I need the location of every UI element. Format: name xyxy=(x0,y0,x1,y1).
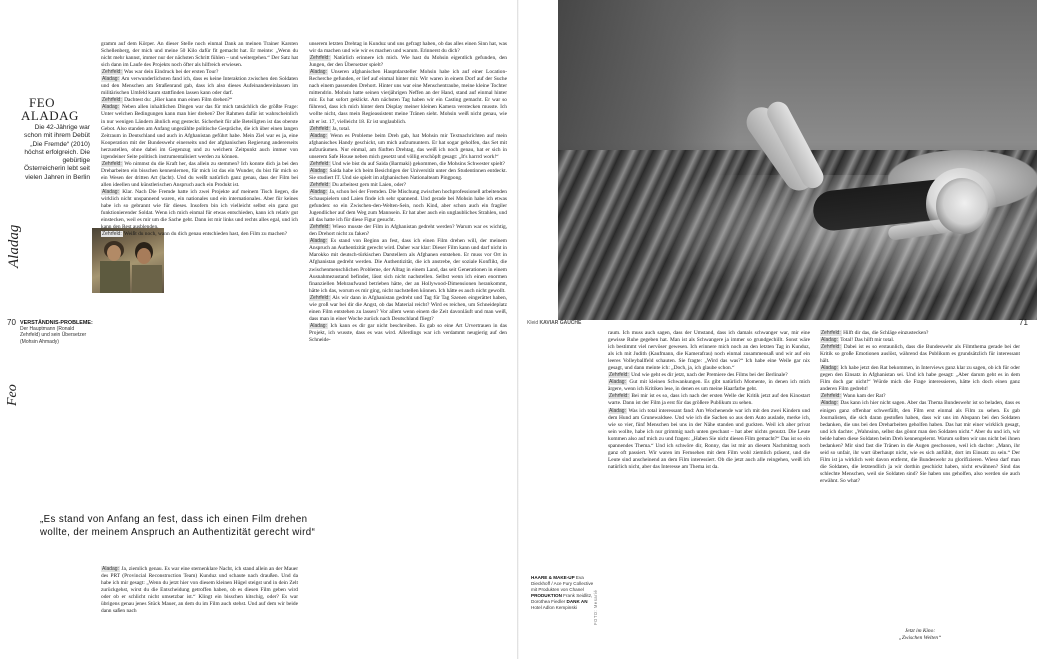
film-caption-title: VERSTÄNDNIS-PROBLEME: xyxy=(20,320,93,326)
paragraph-text: Weißt du noch, wann du dich genau entschieden hast, den Film zu machen? xyxy=(122,231,288,238)
paragraph-text: Es stand von Beginn an fest, dass ich einen Film drehen will, der meinem Anspruch an Authentizität gerecht wird. Daher war klar: Dieser Film kann und darf nicht in Marokko mit deutsch-türkischen Darstellern als Afghanen entstehen. Er muss vor Ort in Afghanistan gedreht werden. Die Authentizität, die ich anstrebe, der soziale Konflikt, die zwischenmenschlichen Probleme, der Alltag in einem Land, das seit Generationen in einem Ausnahmezustand befindet, lässt sich nicht nachstellen. Selbst wenn ich einen enormen finanziellen Mehraufwand betrieben hätte, der an Hollywood-Dimensionen herankommt, hätte ich das, worum es mir ging, nicht nachstellen können. Ich hätte es auch nicht gewollt. xyxy=(309,238,507,294)
name-first: FEO xyxy=(29,95,56,110)
paragraph xyxy=(608,330,810,372)
paragraph-text: Wieso musste der Film in Afghanistan gedreht werden? Warum war es wichtig, den Drehort nicht zu faken? xyxy=(309,224,507,238)
closing-note xyxy=(820,628,1020,648)
paragraph-text: Hilft dir das, die Schläge einzustecken? xyxy=(841,330,929,336)
paragraph xyxy=(820,365,1020,393)
paragraph-text: Natürlich erinnere ich mich. Wie hast du Mohsin eigentlich gefunden, den Jungen, der den Übersetzer spielt? xyxy=(309,55,507,69)
paragraph xyxy=(309,295,507,323)
side-label: Feo xyxy=(5,384,20,406)
page-number-left: 70 xyxy=(7,318,16,327)
paragraph xyxy=(309,189,507,224)
paragraph xyxy=(101,231,298,238)
paragraph-text: Unseren afghanischen Hauptdarsteller Mohsin habe ich auf einer Location-Recherche gefunden, er lief auf einmal hinter mir. Wir waren in einem Dorf auf der Suche nach einem passenden Drehort. Hinter uns war eine Menschentraube, meine kleine Tochter mittendrin. Mohsin hatte seinen vierjährigen Neffen an der Hand, stand auf einmal hinter mir. Es hat sofort geklickt. Am nächsten Tag haben wir ein Casting gemacht. Er war so führend, dass ich mich hinter dem Display meiner kleinen Kamera verstecken musste. Ich wollte nicht, dass mein Regieassistent meine Tränen sieht. Mohsin weiß nicht genau, wie alt er ist. 17, vielleicht 18. Er ist unglaublich. xyxy=(309,69,507,125)
column-1-bottom xyxy=(101,566,298,654)
portrait-photo xyxy=(558,0,1037,320)
bio-text: Die 42-Jährige war schon mit ihrem Debüt „Die Fremde“ (2010) höchst erfolgreich. Die gebürtige Österreicherin lebt seit vielen Jahren in Berlin xyxy=(24,124,90,181)
paragraph-text: Was war dein Eindruck bei der ersten Tour? xyxy=(122,69,219,76)
speaker-label: Zehrfeld: xyxy=(310,181,330,188)
speaker-label: Zehrfeld: xyxy=(102,69,122,76)
credits-box xyxy=(531,575,599,611)
speaker-label: Zehrfeld: xyxy=(821,393,841,400)
paragraph-text: Was ich total interessant fand: Am Wochenende war ich mit den zwei Kindern und dem Hund am Grunewaldsee. Und wie ich die Sachen so aus dem Auto auslade, merke ich, wie so vier, fünf Menschen bei uns in der Nähe standen und guckten. Weil ich aber privat sein wollte, habe ich nur grimmig nach unten geschaut – hat aber nichts genutzt. Die Leute kommen also auf mich zu und fragen: „Haben Sie nicht diesen Film gemacht?“ Das ist so ein spannendes Thema.“ Und ich schwöre dir, Ronny, das ist mir an diesem Nachmittag noch ganz oft passiert. Wir waren im Fernsehen mit dem Film wohl ziemlich präsent, und die Leute sind anscheinend an dem Film interessiert. Ob die jetzt auch alle reingehen, weiß ich natürlich nicht, aber das Interesse am Thema ist da. xyxy=(608,407,810,470)
paragraph xyxy=(101,566,298,615)
paragraph xyxy=(820,337,1020,344)
paragraph-text: Wenn es Probleme beim Dreh gab, hat Mohsin mir Textnachrichten auf mein afghanisches Handy geschickt, um mich aufzumuntern. Er hat sogar geholfen, das Set mit aufzuräumen. Nur einmal, am fünften Drehtag, das weiß ich noch genau, hat er sich in unserem Safe House neben mich gesetzt und völlig erschöpft gesagt: „It's harrrd work!“ xyxy=(309,132,507,160)
photo-credit-brand: KAVIAR GAUCHE xyxy=(539,320,582,326)
speaker-label: Zehrfeld: xyxy=(310,224,330,231)
paragraph xyxy=(820,330,1020,337)
paragraph xyxy=(101,104,298,160)
speaker-label: Aladag: xyxy=(821,337,838,344)
paragraph-text: Am verwunderlichsten fand ich, dass es keine Interaktion zwischen den Soldaten und den Menschen am Straßenrand gab, dass ich also dieses Aufeinandereinlassen im militärischen Umfeld kaum stattfinden lassen kann oder darf. xyxy=(101,76,298,97)
speaker-label: Zehrfeld: xyxy=(102,97,122,104)
paragraph xyxy=(309,168,507,182)
paragraph xyxy=(309,323,507,344)
paragraph xyxy=(608,393,810,407)
speaker-label: Aladag: xyxy=(821,365,838,372)
speaker-label: Aladag: xyxy=(102,566,119,572)
paragraph-text: Ich habe jetzt den Rat bekommen, in Interviews ganz klar zu sagen, ob ich für oder gegen den Einsatz in Afghanistan sei. Und ich habe gesagt: „Aber darum geht es in dem Film doch gar nicht!“ Würde mich die Frage interessieren, hätte ich doch einen ganz anderen Film gedreht! xyxy=(820,365,1020,393)
speaker-label: Zehrfeld: xyxy=(310,160,330,167)
speaker-label: Zehrfeld: xyxy=(609,372,629,379)
paragraph-text: Total! Das hilft mir total. xyxy=(838,337,895,344)
production-text: Frank Seidlitz, Dorothea Fiedler xyxy=(531,593,593,604)
makeup-title: HAARE & MAKE-UP xyxy=(531,575,575,580)
foto-credit: FOTO: Mesarié xyxy=(593,589,598,625)
paragraph-text: Ja, schon bei der Fremden. Die Mischung zwischen hochprofessionell arbeitenden Schauspielern und Laien finde ich sehr spannend. Und gerade bei Mohsin habe ich etwas gefunden: so ein Zwischen-den-Welten-Sein, noch Kind, aber schon auch ein fragiler Jugendlicher auf dem Weg zum Mannsein. Er hat aber auch ein unglaubliches Strahlen, und all das hatte ich für diese Figur gesucht. xyxy=(309,188,507,224)
speaker-label: Aladag: xyxy=(310,188,327,195)
speaker-label: Zehrfeld: xyxy=(821,330,841,336)
speaker-label: Zehrfeld: xyxy=(310,294,330,301)
column-1-top xyxy=(101,41,298,497)
speaker-label: Aladag: xyxy=(609,407,626,414)
paragraph xyxy=(101,76,298,97)
speaker-label: Zehrfeld: xyxy=(609,393,629,400)
paragraph-text: Und wie geht es dir jetzt, nach der Premiere des Films bei der Berlinale? xyxy=(629,372,788,379)
film-caption xyxy=(20,320,95,345)
speaker-label: Zehrfeld: xyxy=(310,55,330,62)
speaker-label: Aladag: xyxy=(102,188,119,195)
speaker-label: Aladag: xyxy=(102,104,119,111)
paragraph xyxy=(309,55,507,69)
photo-credit xyxy=(527,320,581,326)
column-2 xyxy=(309,41,507,654)
paragraph-text: Und wie bist du auf Saida (Barmaki) gekommen, die Mohsins Schwester spielt? xyxy=(330,160,505,167)
closing-line-2: „Zwischen Welten“ xyxy=(898,635,942,642)
film-caption-text: Der Hauptmann (Ronald Zehrfeld) und sein Übersetzer (Mohsin Ahmady) xyxy=(20,326,87,345)
paragraph-text: Ja, ziemlich genau. Es war eine sternenklare Nacht, ich stand allein an der Mauer des PRT (Provincial Reconstruction Team) Kunduz und schaute nach draußen. Und da habe ich mir gesagt: „Wenn du jetzt hier von diesem kleinen Hügel steigst und in dein Zelt zurückgehst, wirst du die Entscheidung getroffen haben, ob es diesen Film geben wird oder ob er schlicht nicht umsetzbar ist.“ Klingt ein bisschen kitschig, oder? Es war übrigens genau jenes Stück Mauer, an dem du im Film auch stehst. Und auf dem wir beide dann saßen nach xyxy=(101,566,298,615)
paragraph-text: Das kann ich hier nicht sagen. Aber das Thema Bundeswehr ist so beladen, dass es einigen ganz offenbar schwerfällt, den Film erst einmal als Film zu sehen. Es gab Journalisten, die sich daran gestoßen haben, dass wir uns im Abspann bei den Soldaten bedanken, die uns bei den Dreharbeiten geholfen haben. Das hat mir einer wirklich gesagt, und ich dachte: „Wahnsinn, selbst das gönnt man den Soldaten nicht.“ Aber du und ich, wir beide haben diese Soldaten beim Dreh kennengelernt. Warum sollten wir uns nicht bei ihnen bedanken? Mir sind fast die Tränen in die Augen geschossen, weil ich dachte: „Mann, ihr seid so unfair, ihr wart überhaupt nicht, wie es sich anfühlt, dort im Einsatz zu sein.“ Der Film ist ja wirklich weit davon entfernt, die Bundeswehr zu glorifizieren. Wieso darf man die Soldaten, die letztendlich ja wir dorthin geschickt haben, nicht erwähnen? Sind das schlechte Menschen, weil sie Soldaten sind? Sie haben uns geholfen, also werden sie auch erwähnt. So what? xyxy=(820,400,1020,484)
right-page xyxy=(518,0,1037,659)
pull-quote: „Es stand von Anfang an fest, dass ich einen Film drehen wollte, der meinem Anspruch an Authentizität gerecht wird“ xyxy=(40,514,316,539)
speaker-label: Aladag: xyxy=(821,400,838,407)
speaker-label: Aladag: xyxy=(310,132,327,139)
vertical-name: Aladag xyxy=(6,224,22,268)
paragraph xyxy=(309,161,507,168)
paragraph xyxy=(101,189,298,231)
paragraph-text: gramm auf dem Körper. An dieser Stelle noch einmal Dank an meinen Trainer Karsten Schellenberg, der mich und meine 50 Kilo dafür fit gemacht hat. Er meinte: „Wenn du nicht mehr kannst, immer nur der nächsten Schritt fühlen – und weitergehen.“ Der Satz hat sich dann im Laufe des Projekts noch öfter als hilfreich erwiesen. xyxy=(101,41,298,69)
paragraph-text: Dabei ist es so erstaunlich, dass die Bundeswehr als Filmthema gerade bei der Kritik so große Emotionen auslöst, während das Publikum es grundsätzlich für interessant hält. xyxy=(820,344,1020,365)
paragraph xyxy=(101,161,298,189)
paragraph-text: Dachtest du: „Hier kann man einen Film drehen?“ xyxy=(122,97,233,104)
paragraph xyxy=(608,372,810,379)
paragraph-text: Als wir dann in Afghanistan gedreht und Tag für Tag Szenen eingerättet haben, wie groß war bei dir die Angst, ob das Material reicht? Wird es reichen, um Schneideplatz einen Film entstehen zu lassen? Vor allem wenn einem die Zeit davonläuft und man weiß, dass man in einer Woche zurück nach Deutschland fliegt? xyxy=(309,294,507,322)
paragraph-text: Ja, total. xyxy=(330,125,351,132)
paragraph-text: raum. Ich muss auch sagen, dass der Umstand, dass ich damals schwanger war, mir eine gewisse Ruhe gegeben hat. Man ist als Schwangere ja immer so grundgechillt. Sonst wäre ich bestimmt viel nervöser gewesen. Ich erinnere mich noch an den letzten Tag in Kunduz, als ich mit Judith (Kaufmann, die Kamerafrau) noch einmal zusammensaß und wir auf ein leeres Volleyballfeld schauten. Sie fragte: „Wird das was?“ Ich habe eine Weile gar nix gesagt, und dann meinte ich: „Doch, ja, ich glaube schon.“ xyxy=(608,330,810,372)
paragraph xyxy=(820,393,1020,400)
speaker-label: Zehrfeld: xyxy=(102,231,122,238)
speaker-label: Aladag: xyxy=(102,76,119,83)
paragraph-text: Du arbeitest gern mit Laien, oder? xyxy=(330,181,407,188)
speaker-label: Zehrfeld: xyxy=(102,160,122,167)
production-label: PRODUKTION xyxy=(531,593,562,598)
speaker-label: Zehrfeld: xyxy=(310,125,330,132)
column-3 xyxy=(608,330,810,654)
paragraph-text: Wann kam der Rat? xyxy=(841,393,886,400)
paragraph-text: Ich kann es dir gar nicht beschreiben. Es gab so eine Art Urvertrauen in das Projekt, ich wusste, dass es was wird. Allerdings war ich verdammt neugierig auf den Schneide- xyxy=(309,322,507,343)
paragraph xyxy=(820,344,1020,365)
paragraph xyxy=(309,182,507,189)
speaker-label: Zehrfeld: xyxy=(821,344,841,351)
paragraph xyxy=(820,400,1020,485)
photo-credit-prefix: Kleid xyxy=(527,320,539,326)
thanks-text: Hotel Adlon Kempinski xyxy=(531,605,577,610)
paragraph xyxy=(309,41,507,55)
speaker-label: Aladag: xyxy=(310,238,327,245)
name-last: ALADAG xyxy=(21,108,79,123)
speaker-label: Aladag: xyxy=(310,322,327,329)
paragraph-text: Klar. Nach Die Fremde hatte ich zwei Projekte auf meinem Tisch liegen, die wirklich nicht unspannend waren, ein nationales und ein internationales. Aber für keines habe ich so gebrannt wie für dieses. Insofern bin ich vielleicht selbst ein ganz gut funktionierender Soldat. Wenn ich mich einmal für etwas entschieden, kann ich relativ gut einstecken, weil es mir um die Sache geht. Dann ist mir links und rechts alles egal, und ich kann den Rest ausblenden. xyxy=(101,188,298,231)
thanks-label: DANK AN xyxy=(566,599,588,604)
closing-line-1: Jetzt im Kino: xyxy=(904,628,936,634)
paragraph-text: Bei mir ist es so, dass ich nach der ersten Welle der Kritik jetzt auf den Kinostart warte. Dann ist der Film ja erst für das größere Publikum zu sehen. xyxy=(608,393,810,407)
paragraph xyxy=(101,41,298,69)
paragraph xyxy=(309,224,507,238)
page-number-right: 71 xyxy=(1019,318,1028,327)
speaker-label: Aladag: xyxy=(310,69,327,76)
paragraph xyxy=(608,408,810,471)
paragraph xyxy=(309,238,507,294)
column-4 xyxy=(820,330,1020,624)
paragraph-text: Wo nimmst du die Kraft her, das allein zu stemmen? Ich konnte dich ja bei den Dreharbeiten ein bisschen kennenlernen, für mich ist das ein Wunder, du bist für mich so ein Wesen der dritten Art (lacht). Und du weißt natürlich ganz genau, dass der Film bei allen ideellen und künstlerischen Anspruch auch ein Produkt ist. xyxy=(101,160,298,188)
paragraph xyxy=(309,133,507,161)
speaker-label: Aladag: xyxy=(609,379,626,386)
left-page xyxy=(0,0,518,659)
paragraph-text: unserem letzten Drehtag in Kunduz und uns gefragt haben, ob das alles einen Sinn hat, was wir da machen und wie wir es machen und warum. Erinnerst du dich? xyxy=(309,41,507,55)
speaker-label: Aladag: xyxy=(310,167,327,174)
paragraph-text: Saida habe ich beim Besichtigen der Universität unter den Studentinnen entdeckt. Sie studiert IT. Und sie spielt im afghanischen Nationalteam Pingpong. xyxy=(309,167,507,181)
paragraph-text: Neben allen inhaltlichen Dingen war das für mich tatsächlich die größte Frage: Unter welchen Bedingungen kann man hier drehen? Der Rahmen dafür ist wahrscheinlich in nur wenigen Ländern ähnlich eng gesteckt. Sicherheit für alle Beteiligten ist das oberste Gebot. Also standen am Anfang ungezählte politische Gespräche, die ich über einen langen Zeitraum in Deutschland und auch in Afghanistan geführt habe. Mein Ziel war es ja, eine Kooperation mit der Bundeswehr einerseits und der afghanischen Regierung andererseits herzustellen, ohne dabei im Gegenzug und zu welchem Zeitpunkt auch immer von irgendeiner Seite politisch instrumentalisiert werden zu können. xyxy=(101,104,298,160)
paragraph xyxy=(309,126,507,133)
paragraph xyxy=(608,379,810,393)
paragraph xyxy=(309,69,507,125)
makeup-text: Eva Dieckhoff / Ace Fury Collective mit Produkten von Chanel xyxy=(531,575,594,592)
paragraph-text: Gut mit kleinen Schwankungen. Es gibt natürlich Momente, in denen ich mich ärgere, wenn ich Kritiken lese, in denen es um meine Haarfarbe geht. xyxy=(608,379,810,393)
